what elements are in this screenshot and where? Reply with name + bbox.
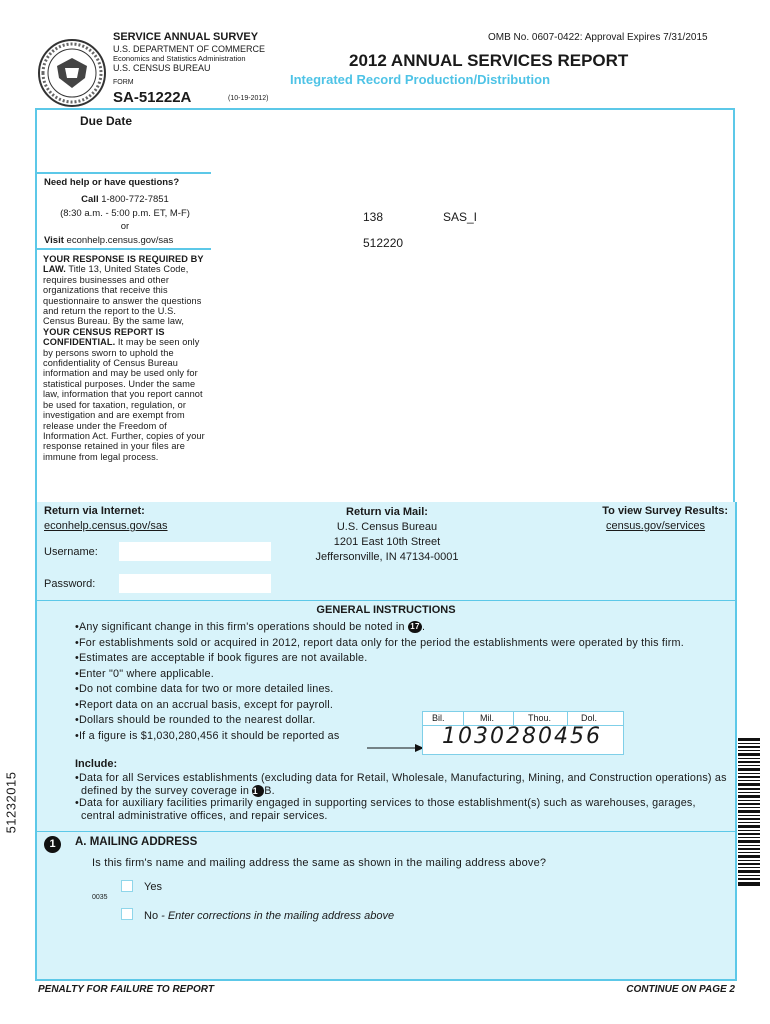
census-seal-logo: [37, 38, 107, 108]
username-input[interactable]: [119, 542, 271, 561]
due-date-label: Due Date: [80, 114, 133, 128]
instructions-section: [35, 600, 737, 981]
instruction-8: •If a figure is $1,030,280,456 it should be reported as: [75, 729, 340, 742]
mail-block: [282, 505, 492, 565]
mail-line-2: 1201 East 10th Street: [333, 536, 441, 548]
digit: 6: [586, 724, 602, 749]
required-heading: YOUR RESPONSE IS REQUIRED BY LAW.: [43, 254, 204, 275]
help-title: Need help or have questions?: [44, 177, 180, 188]
include-list: [75, 772, 730, 822]
report-subtitle: Integrated Record Production/Distribution: [290, 72, 551, 87]
continue-notice: CONTINUE ON PAGE 2: [626, 984, 735, 995]
barcode-image: [738, 738, 760, 886]
visit-link[interactable]: econhelp.census.gov/sas: [66, 235, 174, 246]
omb-number: OMB No. 0607-0422: Approval Expires 7/31/2015: [488, 32, 708, 43]
help-or: or: [120, 221, 130, 232]
results-link[interactable]: census.gov/services: [605, 520, 705, 532]
dept-name: U.S. DEPARTMENT OF COMMERCE: [113, 44, 266, 54]
legal-text: [37, 250, 213, 466]
survey-name: SERVICE ANNUAL SURVEY: [113, 31, 259, 43]
digit: 4: [554, 724, 570, 749]
instruction-2: •For establishments sold or acquired in 2012, report data only for the period the establishments were operated by this firm.: [75, 636, 684, 649]
return-section: [35, 502, 737, 602]
confidential-heading: YOUR CENSUS REPORT IS CONFIDENTIAL.: [43, 326, 165, 348]
mailing-address-area: [211, 108, 735, 506]
instructions-title: GENERAL INSTRUCTIONS: [316, 604, 456, 616]
required-text: Title 13, United States Code, requires businesses and other organizations that receive this questionnaire to answer the questions and return the report to the U.S. Census Bureau. By the same law,: [43, 264, 202, 327]
mail-label: Return via Mail:: [346, 506, 428, 518]
call-label: Call: [81, 194, 99, 205]
password-input[interactable]: [119, 574, 271, 593]
mail-line-3: Jeffersonville, IN 47134-0001: [315, 551, 459, 563]
item-code: 0035: [92, 894, 108, 901]
instructions-list: [75, 620, 730, 744]
report-title: 2012 ANNUAL SERVICES REPORT: [349, 51, 629, 70]
results-label: To view Survey Results:: [602, 505, 728, 517]
phone-number: 1-800-772-7851: [101, 194, 169, 205]
section-1-number: 1: [44, 836, 61, 853]
side-form-code: 51232015: [3, 771, 19, 834]
grid-digits: [442, 724, 602, 749]
no-checkbox[interactable]: [121, 908, 133, 920]
grid-header-mil: Mil.: [480, 713, 494, 723]
include-2: •Data for auxiliary facilities primarily engaged in supporting services to those establishment(s) such as warehouses, garages, central administrative offices, and repair services.: [75, 797, 696, 822]
legal-box: [35, 248, 215, 506]
form-date: (10-19-2012): [228, 95, 269, 102]
instruction-1: •Any significant change in this firm's operations should be noted in 17 .: [75, 621, 426, 633]
help-call: [37, 194, 213, 205]
arrow-icon: [367, 740, 425, 758]
econ-admin: Economics and Statistics Administration: [113, 54, 246, 63]
instruction-7: •Dollars should be rounded to the nearest dollar.: [75, 714, 316, 726]
help-hours: (8:30 a.m. - 5:00 p.m. ET, M-F): [60, 208, 190, 219]
yes-checkbox[interactable]: [121, 880, 133, 892]
address-code-2: SAS_I: [443, 210, 478, 224]
digit: 1: [442, 724, 458, 749]
help-box: [35, 172, 215, 252]
digit: 0: [538, 724, 554, 749]
no-detail: - Enter corrections in the mailing address above: [158, 910, 395, 922]
digit: 0: [458, 724, 474, 749]
example-amount-grid: [422, 711, 624, 755]
include-label: Include:: [75, 758, 118, 770]
grid-header-bil: Bil.: [432, 713, 445, 723]
form-number: SA-51222A: [113, 89, 192, 106]
internet-label: Return via Internet:: [44, 505, 145, 517]
penalty-notice: PENALTY FOR FAILURE TO REPORT: [38, 984, 214, 995]
address-code-1: 138: [363, 210, 384, 224]
item-17-ref-icon: 17: [408, 621, 422, 633]
mailing-question: Is this firm's name and mailing address the same as shown in the mailing address above?: [92, 857, 547, 869]
digit: 5: [570, 724, 586, 749]
section-1-title: A. MAILING ADDRESS: [75, 836, 198, 848]
include-1: •Data for all Services establishments (excluding data for Retail, Wholesale, Manufacturing, Mining, and Construction operations) as defined by the survey coverage in 1 B.: [75, 772, 727, 797]
grid-header-dol: Dol.: [581, 713, 598, 723]
item-1-ref-icon: 1: [252, 785, 264, 797]
digit: 8: [522, 724, 538, 749]
form-label: FORM: [113, 79, 134, 86]
yes-label: Yes: [144, 881, 162, 893]
instruction-3: •Estimates are acceptable if book figures are not available.: [75, 652, 368, 664]
confidential-text: It may be seen only by persons sworn to uphold the confidentiality of Census Bureau information and may be used only for statistical purposes. Under the same law, information that you report cannot be used for taxation, regulation, or investigation and are exempt from release under the Freedom of Information Act. Further, copies of your response retained in your files are immune from legal process.: [43, 337, 205, 462]
internet-link[interactable]: econhelp.census.gov/sas: [44, 520, 168, 532]
digit: 3: [474, 724, 490, 749]
grid-header-thou: Thou.: [528, 713, 552, 723]
due-date-box: [35, 108, 215, 176]
help-visit: [44, 235, 173, 246]
address-code-3: 512220: [363, 236, 404, 250]
instruction-6: •Report data on an accrual basis, except for payroll.: [75, 698, 334, 711]
instruction-4: •Enter "0" where applicable.: [75, 667, 214, 680]
username-label: Username:: [44, 546, 98, 558]
instruction-5: •Do not combine data for two or more detailed lines.: [75, 683, 334, 695]
password-label: Password:: [44, 578, 96, 590]
bureau-name: U.S. CENSUS BUREAU: [113, 63, 211, 73]
mail-line-1: U.S. Census Bureau: [336, 521, 438, 533]
digit: 2: [506, 724, 522, 749]
no-label: No - Enter corrections in the mailing address above: [144, 910, 395, 922]
digit: 0: [490, 724, 506, 749]
visit-label: Visit: [44, 235, 64, 246]
